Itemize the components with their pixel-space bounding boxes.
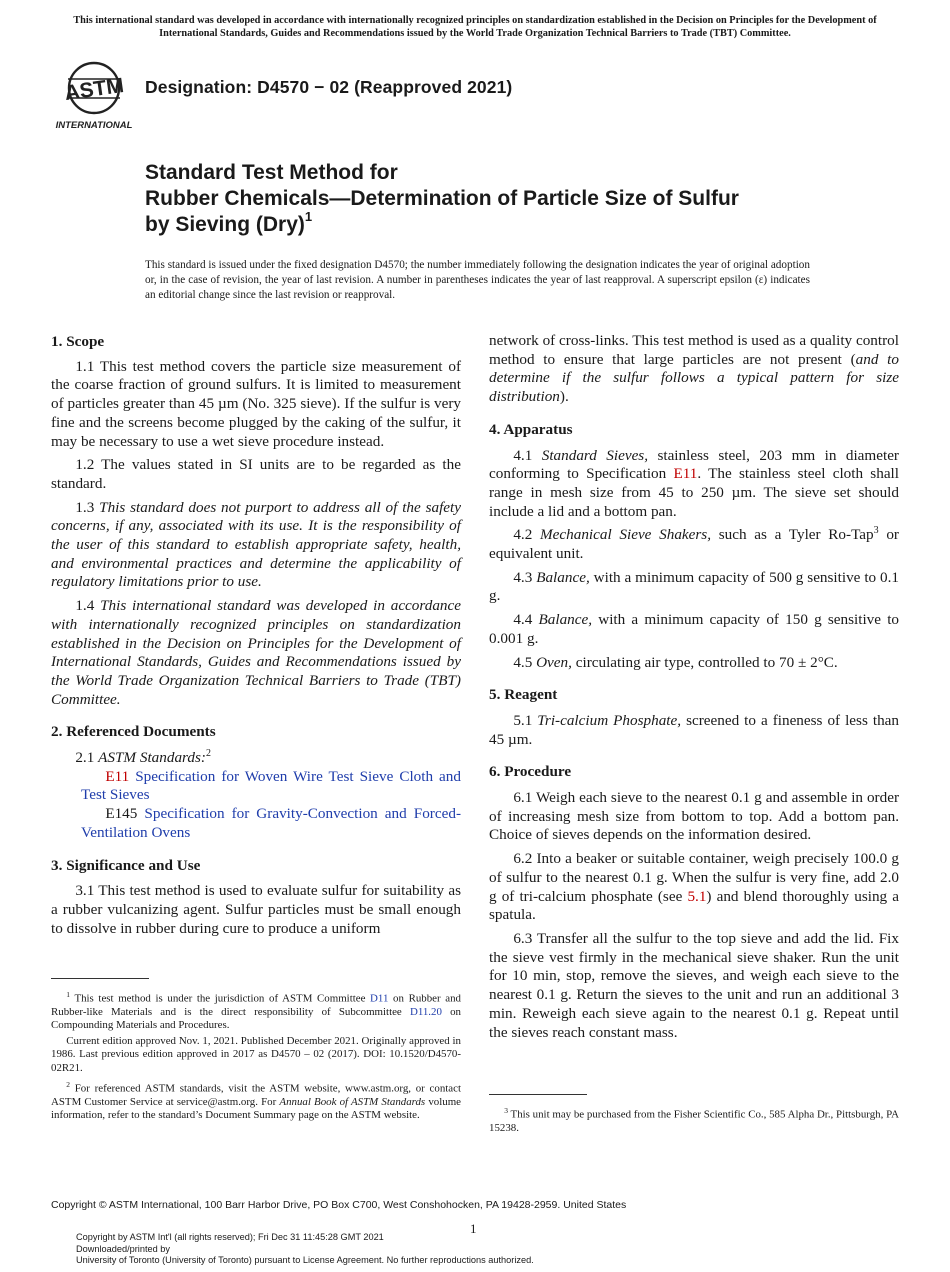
section-3-1-cont-text: network of cross-links. This test method is used as a quality control method to ensure that large particles are not present ( — [489, 332, 899, 368]
reference-e11-title-link[interactable]: Specification for Woven Wire Test Sieve Cloth and Test Sieves — [81, 767, 461, 804]
footnote-ref-3: 3 — [873, 525, 879, 537]
section-1-4-text: This international standard was developed in accordance with internationally recognized principles on standardization established in the Decision on Principles for the Development of International Standards, Guides and Recommendations issued by the World Trade Organization Technical Barriers to Trade (TBT) Committee. — [51, 597, 462, 708]
reference-e145-title-link[interactable]: Specification for Gravity-Convection and Forced-Ventilation Ovens — [81, 805, 461, 841]
section-6-1: 6.1 Weigh each sieve to the nearest 0.1 g and assemble in order of increasing mesh size from bottom to top. Add a bottom pan. Choice of sieves depends on the information desired. — [489, 789, 899, 844]
reference-e11-code-link[interactable]: E11 — [105, 767, 130, 785]
section-4-4 — [489, 611, 899, 648]
footnotes-left — [51, 988, 461, 1122]
footnote-2-italic: Annual Book of ASTM Standards — [279, 1095, 426, 1108]
section-4-2 — [489, 526, 899, 563]
section-2-1 — [51, 749, 461, 768]
section-2-heading: 2. Referenced Documents — [51, 723, 216, 741]
download-notice — [76, 1232, 534, 1267]
section-1-heading: 1. Scope — [51, 333, 105, 350]
section-3-heading: 3. Significance and Use — [51, 856, 201, 874]
section-3-1-continued — [489, 332, 899, 407]
section-4-4-term: Balance, — [538, 611, 593, 629]
section-1-3-num: 1.3 — [75, 498, 100, 516]
section-5-heading: 5. Reagent — [489, 686, 558, 704]
section-6-2-text-b: ) and blend thoroughly using a spatula. — [489, 887, 899, 924]
section-4-3-text: with a minimum capacity of 500 g sensitive to 0.1 g. — [489, 568, 899, 605]
section-3-1-cont-italic: and to determine if the sulfur follows a typical pattern for size distribution — [489, 350, 899, 406]
section-1-3 — [51, 499, 461, 593]
section-4-3 — [489, 569, 899, 606]
right-column — [489, 332, 899, 1042]
section-5-1-link[interactable]: 5.1 — [687, 887, 707, 905]
logo-text: ASTM — [63, 73, 126, 106]
e11-link[interactable]: E11 — [673, 465, 698, 483]
section-1-3-text: This standard does not purport to address all of the safety concerns, if any, associated with its use. It is the responsibility of the user of this standard to establish appropriate safety, health, and environmental practices and determine the applicability of regulatory limitations prior to use. — [51, 498, 461, 591]
page-number: 1 — [470, 1221, 477, 1236]
section-4-1 — [489, 447, 899, 522]
footnote-2-mark: 2 — [66, 1079, 70, 1089]
section-4-2-term: Mechanical Sieve Shakers, — [540, 526, 712, 544]
section-4-1-text-b: . The stainless steel cloth shall range in mesh size from 45 to 250 µm. The sieve set should include a lid and a bottom pan. — [489, 465, 899, 520]
reference-e11 — [51, 768, 461, 805]
footnote-1-text-c: on Compounding Materials and Procedures. — [51, 1005, 461, 1032]
section-4-2-text-a: such as a Tyler Ro-Tap — [711, 526, 874, 544]
section-4-1-text-a: stainless steel, 203 mm in diameter conforming to Specification — [489, 446, 899, 483]
section-3-1: 3.1 This test method is used to evaluate sulfur for suitability as a rubber vulcanizing agent. Sulfur particles must be small enough to dissolve in rubber during cure to produce a uniform — [51, 882, 461, 937]
section-5-1 — [489, 712, 899, 749]
section-5-1-num: 5.1 — [513, 711, 538, 729]
section-6-2 — [489, 850, 899, 925]
footnotes-right — [489, 1104, 899, 1135]
footnote-3-mark: 3 — [504, 1106, 508, 1115]
title-footnote-ref: 1 — [304, 209, 313, 224]
footnote-rule-right — [489, 1094, 587, 1095]
astm-logo-mark — [54, 57, 134, 131]
download-line-2: Downloaded/printed by — [76, 1243, 170, 1254]
footnote-1-d11-link[interactable]: D11 — [370, 992, 389, 1005]
title-line-2: Rubber Chemicals—Determination of Particle Size of Sulfur — [145, 187, 739, 210]
footnote-1-text-a: This test method is under the jurisdiction of ASTM Committee — [70, 992, 371, 1005]
section-4-3-term: Balance, — [536, 568, 590, 586]
title-line-3-text: by Sieving (Dry) — [145, 213, 305, 236]
section-1-1: 1.1 This test method covers the particle size measurement of the coarse fraction of ground sulfurs. It is limited to measurement of particles greater than 45 µm (No. 325 sieve). If the sulfur is very fine and the screens become plugged by the caking of the sulfur, it may be necessary to use a wet sieve procedure instead. — [51, 357, 461, 450]
issued-note: This standard is issued under the fixed designation D4570; the number immediately following the designation indicates the year of original adoption or, in the case of revision, the year of last revision. A number in parentheses indicates the year of last reapproval. A superscript epsilon (ε) indicates an editorial change since the last revision or reapproval. — [145, 259, 810, 301]
logo-subtext: INTERNATIONAL — [55, 120, 133, 131]
section-4-heading: 4. Apparatus — [489, 420, 573, 438]
astm-logo — [54, 57, 134, 131]
footnote-ref-2: 2 — [205, 748, 211, 759]
footnote-1-d1120-link[interactable]: D11.20 — [409, 1005, 442, 1018]
section-4-2-text-b: or equivalent unit. — [489, 526, 899, 563]
footnote-1-edition: Current edition approved Nov. 1, 2021. Published December 2021. Originally approved in 1986. Last previous edition approved in 2017 as D4570 – 02 (2017). DOI: 10.1520/D4570-02R21. — [51, 1035, 461, 1074]
left-column — [51, 333, 461, 938]
footnote-3-text: This unit may be purchased from the Fisher Scientific Co., 585 Alpha Dr., Pittsburgh, PA 15238. — [489, 1108, 899, 1134]
reference-e145-code: E145 — [105, 805, 138, 823]
section-5-1-term: Tri-calcium Phosphate, — [537, 711, 682, 729]
footnote-1 — [51, 988, 461, 1032]
section-6-2-text-a: 6.2 Into a beaker or suitable container, weigh precisely 100.0 g of sulfur to the nearest 0.1 g. When the sulfur is very fine, add 2.0 g of tri-calcium phosphate (see — [489, 850, 899, 905]
section-4-1-num: 4.1 — [513, 446, 542, 464]
reference-e145 — [51, 805, 461, 842]
document-title — [145, 160, 739, 238]
section-2-1-num: 2.1 — [75, 749, 99, 767]
footnote-2-text-b: volume information, refer to the standard’s Document Summary page on the ASTM website. — [51, 1095, 461, 1121]
footnote-2 — [51, 1078, 461, 1122]
title-line-1: Standard Test Method for — [145, 161, 398, 184]
header-notice: This international standard was developed in accordance with internationally recognized principles on standardization established in the Decision on Principles for the Development of International Standards, Guides and Recommendations issued by the World Trade Organization Technical Barriers to Trade (TBT) Committee. — [73, 15, 877, 39]
section-4-3-num: 4.3 — [513, 568, 537, 586]
section-5-1-text: screened to a fineness of less than 45 µm. — [489, 711, 900, 748]
section-1-2: 1.2 The values stated in SI units are to be regarded as the standard. — [51, 456, 461, 492]
section-4-5-num: 4.5 — [513, 653, 537, 671]
section-4-5 — [489, 654, 899, 673]
section-1-4 — [51, 597, 461, 709]
footnote-2-text-a: For referenced ASTM standards, visit the ASTM website, www.astm.org, or contact ASTM Customer Service at service@astm.org. For — [51, 1082, 461, 1108]
footnote-1-mark: 1 — [66, 990, 70, 999]
footnote-3 — [489, 1104, 899, 1135]
section-3-1-cont-end: ). — [559, 388, 569, 406]
section-4-4-num: 4.4 — [513, 611, 539, 629]
section-4-1-term: Standard Sieves, — [541, 446, 649, 464]
download-line-1: Copyright by ASTM Int'l (all rights reserved); Fri Dec 31 11:45:28 GMT 2021 — [76, 1232, 384, 1242]
section-1-4-num: 1.4 — [75, 597, 101, 615]
section-2-1-text: ASTM Standards: — [98, 749, 206, 767]
title-line-3 — [145, 209, 739, 238]
section-6-3: 6.3 Transfer all the sulfur to the top sieve and add the lid. Fix the sieve vest firmly in the mechanical sieve shaker. Run the unit for 10 min, stop, remove the sieves, and weigh each sieve to the nearest 0.1 g. Return the sieves to the unit and run an additional 3 min. Reweigh each sieve again to the nearest 0.1 g. Repeat until the sieves reach constant mass. — [489, 929, 899, 1041]
designation: Designation: D4570 − 02 (Reapproved 2021) — [145, 77, 513, 97]
footnote-rule-left — [51, 978, 149, 979]
section-4-2-num: 4.2 — [513, 526, 540, 544]
download-line-3: University of Toronto (University of Toronto) pursuant to License Agreement. No further reproductions authorized. — [76, 1255, 534, 1265]
section-4-5-text: circulating air type, controlled to 70 ± 2°C. — [571, 653, 838, 671]
section-4-5-term: Oven, — [536, 653, 572, 671]
section-4-4-text: with a minimum capacity of 150 g sensitive to 0.001 g. — [489, 611, 900, 647]
section-6-heading: 6. Procedure — [489, 763, 572, 781]
footnote-1-text-b: on Rubber and Rubber-like Materials and is the direct responsibility of Subcommittee — [51, 992, 461, 1018]
copyright-notice: Copyright © ASTM International, 100 Barr Harbor Drive, PO Box C700, West Conshohocken, PA 19428-2959. United States — [51, 1199, 627, 1211]
